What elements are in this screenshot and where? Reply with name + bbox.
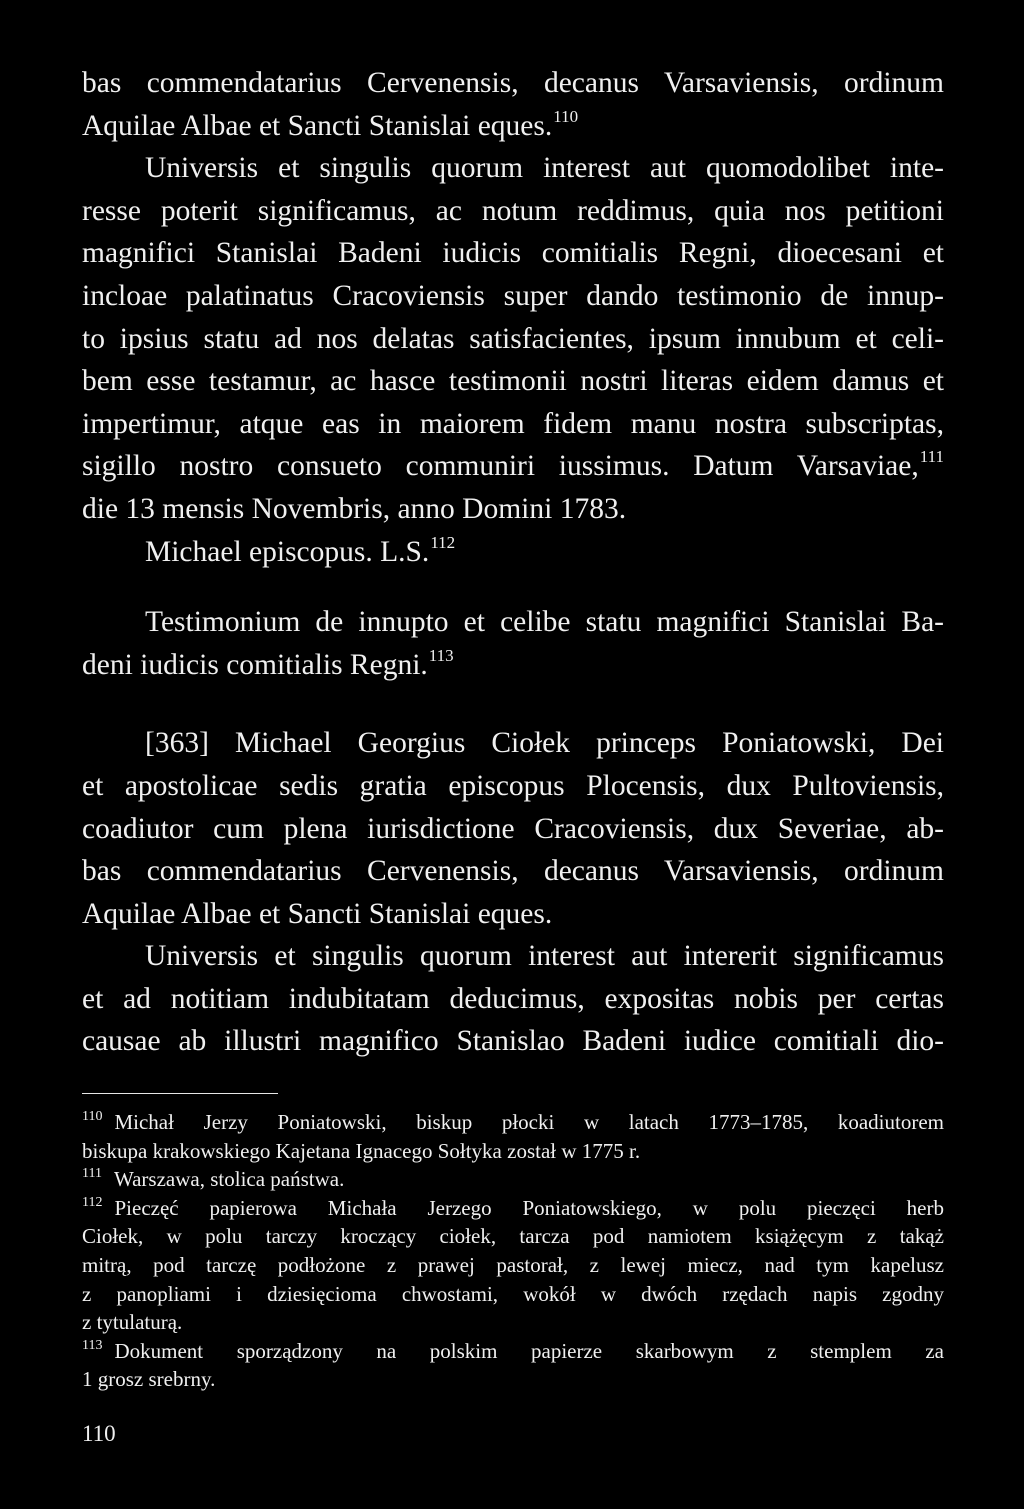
paragraph-continuation <box>82 62 944 147</box>
signature-text: Michael episcopus. L.S. <box>145 535 430 568</box>
footnote-text: Dokument sporządzony na polskim papierze skarbowym z stemplem za <box>114 1338 944 1363</box>
heading-line <box>82 644 944 687</box>
footnote-112 <box>82 1194 944 1337</box>
footnote-line: Ciołek, w polu tarczy kroczący ciołek, tarcza pod namiotem książęcym z takąż <box>82 1224 944 1249</box>
footnote-111 <box>82 1165 944 1194</box>
footnote-110 <box>82 1108 944 1165</box>
text-line: Aquilae Albae et Sancti Stanislai eques. <box>82 897 553 930</box>
page-number: 110 <box>82 1421 116 1446</box>
footnote-line: z tytulaturą. <box>82 1310 183 1335</box>
footnote-number: 112 <box>82 1194 103 1210</box>
document-page <box>82 62 944 1448</box>
text-line: Universis et singulis quorum interest aut quomodolibet inte- <box>145 152 944 185</box>
text-line <box>82 105 944 148</box>
footnote-number: 113 <box>82 1337 103 1353</box>
footnote-line <box>82 1108 944 1137</box>
main-text <box>82 62 944 1063</box>
heading-line-content: deni iudicis comitialis Regni. <box>82 648 428 681</box>
text-line: et ad notitiam indubitatam deducimus, expositas nobis per certas <box>82 982 944 1015</box>
text-line: [363] Michael Georgius Ciołek princeps Poniatowski, Dei <box>145 727 944 760</box>
text-line-content: sigillo nostro consueto communiri iussimus. Datum Varsaviae, <box>82 450 919 483</box>
footnote-number: 111 <box>82 1166 102 1182</box>
footnote-line <box>82 1337 944 1366</box>
footnote-ref: 110 <box>553 106 579 126</box>
footnote-number: 110 <box>82 1109 103 1125</box>
text-line-content: Aquilae Albae et Sancti Stanislai eques. <box>82 109 553 142</box>
signature <box>82 531 944 574</box>
footnote-line: z panopliami i dziesięcioma chwostami, wokół w dwóch rzędach napis zgodny <box>82 1281 944 1306</box>
text-line: causae ab illustri magnifico Stanislao Badeni iudice comitiali dio- <box>82 1025 944 1058</box>
text-line: to ipsius statu ad nos delatas satisfacientes, ipsum innubum et celi- <box>82 322 944 355</box>
footnote-ref: 112 <box>430 532 456 552</box>
text-line: magnifici Stanislai Badeni iudicis comitialis Regni, dioecesani et <box>82 237 944 270</box>
section-heading <box>82 601 944 686</box>
paragraph-testimony-2 <box>82 935 944 1063</box>
text-line: resse poterit significamus, ac notum reddimus, quia nos petitioni <box>82 194 944 227</box>
paragraph-testimony-1 <box>82 147 944 530</box>
heading-line: Testimonium de innupto et celibe statu magnifici Stanislai Ba- <box>145 606 944 639</box>
footnotes <box>82 1108 944 1394</box>
spacer <box>82 686 944 722</box>
footnote-ref: 113 <box>428 645 454 665</box>
footnote-divider <box>82 1093 278 1094</box>
text-line: et apostolicae sedis gratia episcopus Plocensis, dux Pultoviensis, <box>82 769 944 802</box>
footnote-text: Warszawa, stolica państwa. <box>113 1167 345 1192</box>
text-line: incloae palatinatus Cracoviensis super dando testimonio de innup- <box>82 279 944 312</box>
text-line <box>82 445 944 488</box>
footnote-line <box>82 1194 944 1223</box>
footnote-line <box>82 1165 944 1194</box>
text-line: Universis et singulis quorum interest aut intererit significamus <box>145 940 944 973</box>
footnote-line: 1 grosz srebrny. <box>82 1367 216 1392</box>
text-line: bas commendatarius Cervenensis, decanus Varsaviensis, ordinum <box>82 855 944 888</box>
text-line: coadiutor cum plena iurisdictione Cracoviensis, dux Severiae, ab- <box>82 812 944 845</box>
text-line: bem esse testamur, ac hasce testimonii nostri literas eidem damus et <box>82 365 944 398</box>
footnote-line: mitrą, pod tarczę podłożone z prawej pastorał, z lewej miecz, nad tym kapelusz <box>82 1253 944 1278</box>
text-line: impertimur, atque eas in maiorem fidem manu nostra subscriptas, <box>82 407 944 440</box>
paragraph-intitulatio <box>82 722 944 935</box>
footnote-113 <box>82 1337 944 1394</box>
footnote-text: Michał Jerzy Poniatowski, biskup płocki w latach 1773–1785, koadiutorem <box>114 1110 944 1135</box>
signature-line <box>82 531 944 574</box>
text-line: bas commendatarius Cervenensis, decanus Varsaviensis, ordinum <box>82 67 944 99</box>
spacer <box>82 573 944 601</box>
footnote-text: Pieczęć papierowa Michała Jerzego Poniatowskiego, w polu pieczęci herb <box>114 1195 944 1220</box>
footnote-ref: 111 <box>919 447 944 467</box>
text-line: die 13 mensis Novembris, anno Domini 1783. <box>82 492 627 525</box>
footnote-line: biskupa krakowskiego Kajetana Ignacego Sołtyka został w 1775 r. <box>82 1138 641 1163</box>
